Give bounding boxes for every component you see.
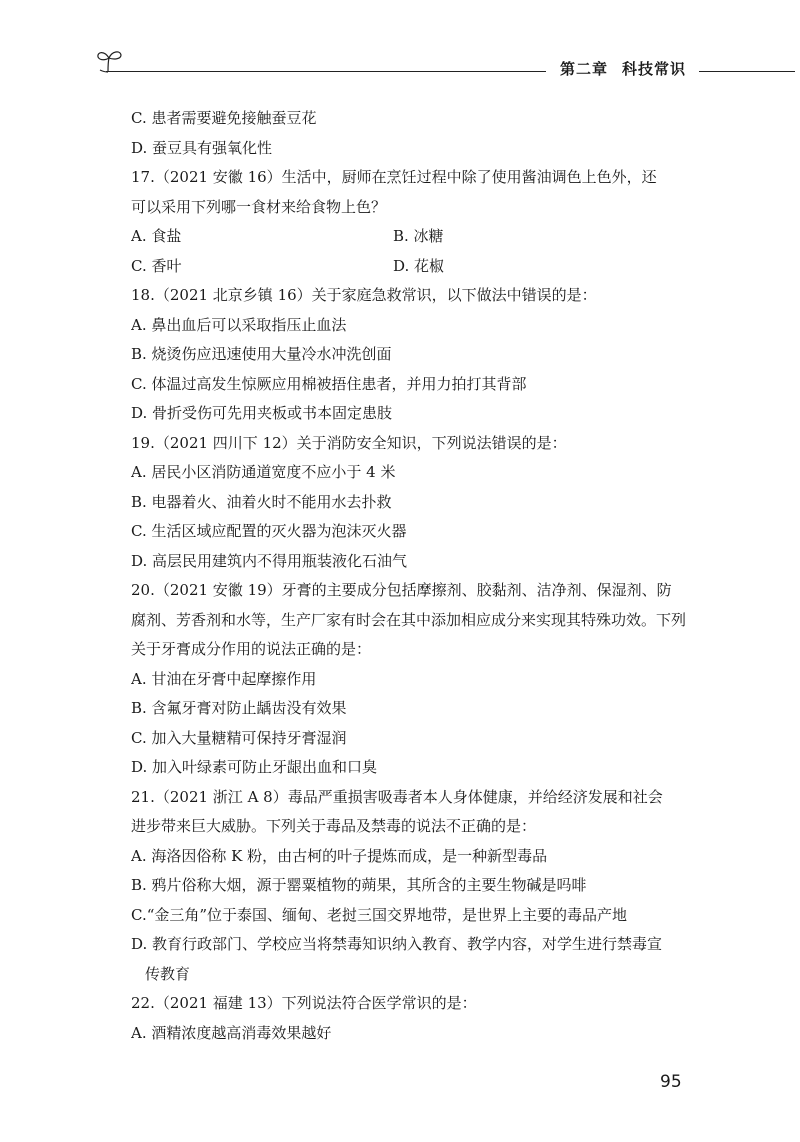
text-line: D. 加入叶绿素可防止牙龈出血和口臭 <box>131 758 378 776</box>
sprout-icon <box>94 44 124 74</box>
chapter-title <box>560 58 686 79</box>
question-22-stem: 22.（2021 福建 13）下列说法符合医学常识的是： <box>131 994 477 1012</box>
text-line: D. 教育行政部门、学校应当将禁毒知识纳入教育、教学内容，对学生进行禁毒宣 <box>131 935 663 953</box>
text-line: C. 加入大量糖精可保持牙膏湿润 <box>131 728 347 747</box>
header-rule-left <box>106 71 546 72</box>
text-line: D. 蚕豆具有强氧化性 <box>131 138 273 157</box>
text-line: A. 居民小区消防通道宽度不应小于 4 米 <box>131 463 396 481</box>
text-line: B. 烧烫伤应迅速使用大量冷水冲洗创面 <box>131 345 392 363</box>
page-body <box>131 104 697 1048</box>
text-line: 可以采用下列哪一食材来给食物上色？ <box>131 197 387 216</box>
text-line: D. 高层民用建筑内不得用瓶装液化石油气 <box>131 551 408 570</box>
q17-options-row-1 <box>131 222 697 252</box>
text-line: 腐剂、芳香剂和水等，生产厂家有时会在其中添加相应成分来实现其特殊功效。下列 <box>131 610 687 629</box>
text-line: C. 生活区域应配置的灭火器为泡沫灭火器 <box>131 522 407 540</box>
question-21-stem: 21.（2021 浙江 A 8）毒品严重损害吸毒者本人身体健康，并给经济发展和社会 <box>131 787 663 806</box>
question-19-stem: 19.（2021 四川下 12）关于消防安全知识，下列说法错误的是： <box>131 433 567 452</box>
q17-option-d: D. 花椒 <box>393 256 445 275</box>
text-line: B. 含氟牙膏对防止龋齿没有效果 <box>131 699 347 717</box>
page-number: 95 <box>660 1072 682 1092</box>
running-header <box>94 44 714 80</box>
question-20-stem: 20.（2021 安徽 19）牙膏的主要成分包括摩擦剂、胶黏剂、洁净剂、保湿剂、防 <box>131 581 672 599</box>
text-line: A. 甘油在牙膏中起摩擦作用 <box>131 669 317 688</box>
chapter-number: 第二章 <box>560 60 609 78</box>
section-title: 科技常识 <box>622 60 687 78</box>
text-line: C. 体温过高发生惊厥应用棉被捂住患者，并用力拍打其背部 <box>131 374 527 393</box>
q17-option-b: B. 冰糖 <box>393 227 444 245</box>
q17-options-row-2 <box>131 252 697 282</box>
text-line: C. 患者需要避免接触蚕豆花 <box>131 109 317 127</box>
header-rule-right <box>699 71 795 72</box>
text-line: 传教育 <box>145 964 191 983</box>
q17-option-a: A. 食盐 <box>131 227 182 245</box>
question-18-stem: 18.（2021 北京乡镇 16）关于家庭急救常识，以下做法中错误的是： <box>131 286 597 304</box>
text-line: A. 鼻出血后可以采取指压止血法 <box>131 315 347 334</box>
question-17-stem: 17.（2021 安徽 16）生活中，厨师在烹饪过程中除了使用酱油调色上色外，还 <box>131 168 657 186</box>
text-line: 关于牙膏成分作用的说法正确的是： <box>131 640 372 658</box>
text-line: B. 鸦片俗称大烟，源于罂粟植物的蒴果，其所含的主要生物碱是吗啡 <box>131 876 587 894</box>
text-line: C.“金三角”位于泰国、缅甸、老挝三国交界地带，是世界上主要的毒品产地 <box>131 905 628 924</box>
q17-option-c: C. 香叶 <box>131 256 182 275</box>
text-line: 进步带来巨大威胁。下列关于毒品及禁毒的说法不正确的是： <box>131 817 537 835</box>
text-line: A. 海洛因俗称 K 粉，由古柯的叶子提炼而成，是一种新型毒品 <box>131 846 548 865</box>
text-line: D. 骨折受伤可先用夹板或书本固定患肢 <box>131 404 393 422</box>
text-line: A. 酒精浓度越高消毒效果越好 <box>131 1023 332 1042</box>
text-line: B. 电器着火、油着火时不能用水去扑救 <box>131 492 392 511</box>
